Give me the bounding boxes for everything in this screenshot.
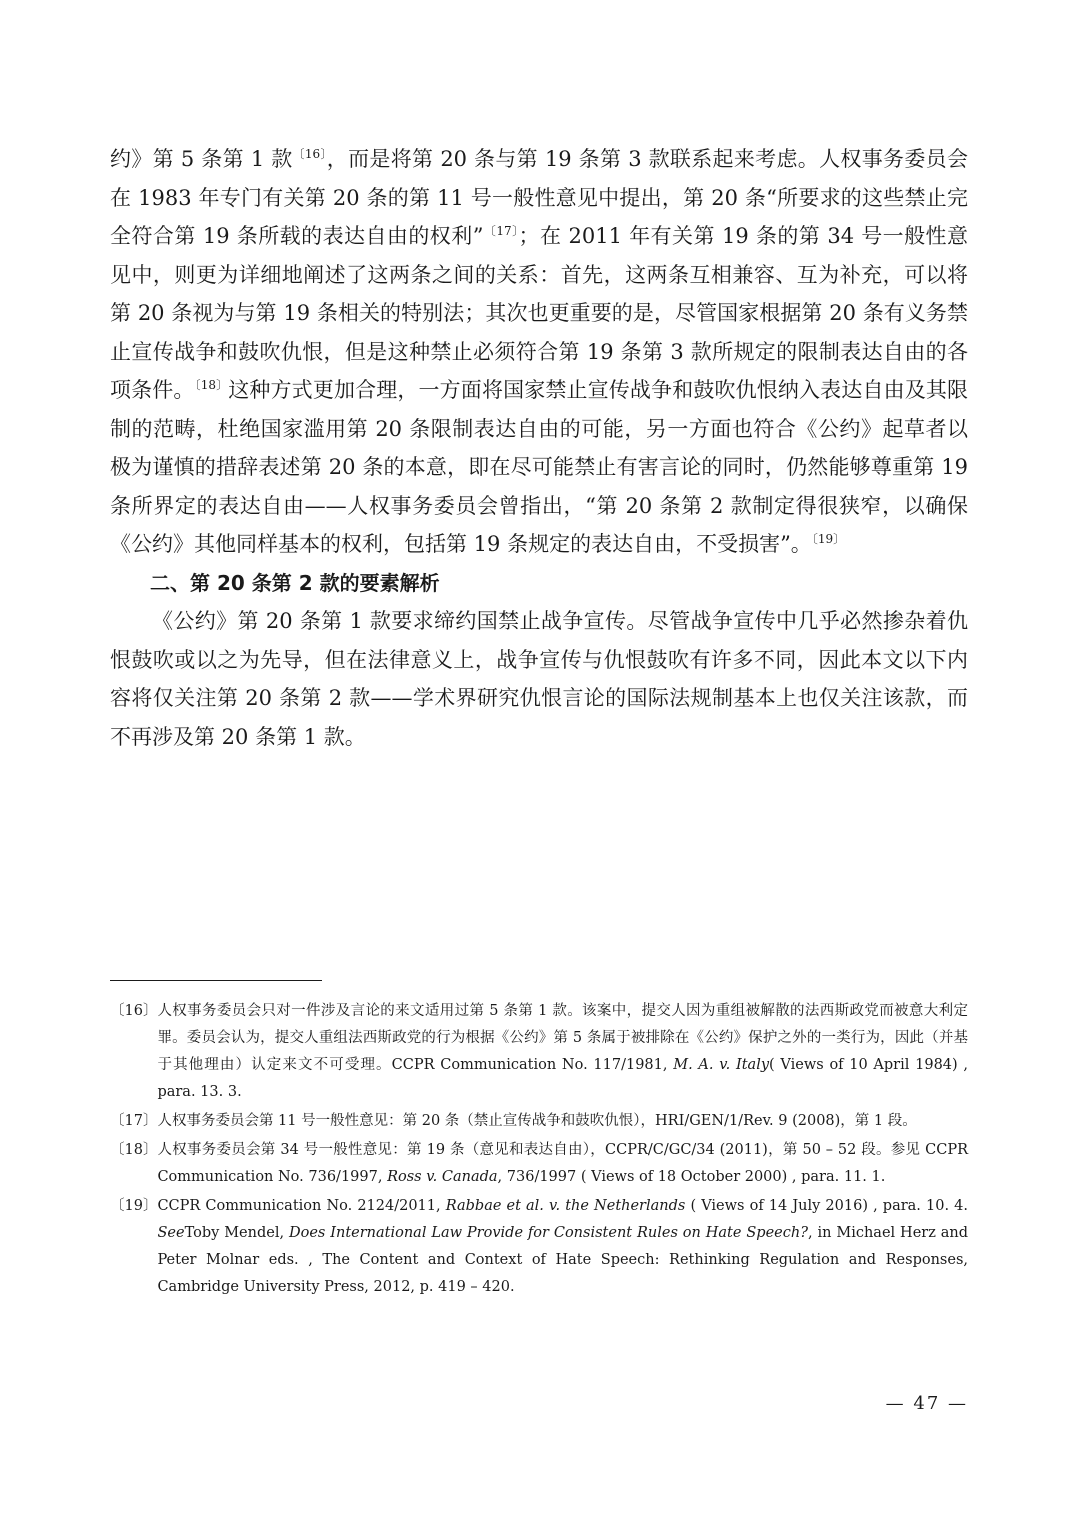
footnote-number: 〔18〕 [110, 1142, 158, 1158]
footnote-item [110, 1193, 968, 1301]
footnote-ref: 〔18〕 [194, 378, 229, 392]
footnote-item [110, 1137, 968, 1191]
section-heading: 二、第 20 条第 2 款的要素解析 [150, 570, 440, 595]
footnote-text: 人权事务委员会第 11 号一般性意见：第 20 条（禁止宣传战争和鼓吹仇恨），HRI/GEN/1/Rev. 9 (2008)，第 1 段。 [157, 1113, 917, 1129]
footnote-text-segment: , in Michael Herz and Peter Molnar eds. , The Content and Context of Hate Speech: Rethinking Regulation and Responses, Cambridge University Press, 2012, p. 419 – 420. [157, 1225, 969, 1295]
footnote-ref: 〔19〕 [811, 532, 846, 546]
footnote-item [110, 998, 968, 1106]
article-title: Does International Law Provide for Consistent Rules on Hate Speech? [288, 1225, 808, 1241]
footnote-divider [110, 980, 322, 981]
footnote-item [110, 1108, 968, 1135]
body-text-segment: ；在 2011 年有关第 19 条的第 34 号一般性意见中，则更为详细地阐述了这两条之间的关系：首先，这两条互相兼容、互为补充，可以将第 20 条视为与第 19 条相关的特别法；其次也更重要的是，尽管国家根据第 20 条有义务禁止宣传战争和鼓吹仇恨，但是这种禁止必须符合第 19 条第 3 款所规定的限制表达自由的各项条件。 [110, 224, 969, 402]
footnote-ref: 〔16〕 [292, 147, 327, 161]
body-paragraph [110, 140, 968, 564]
body-text-segment: ，而是将第 20 条与第 19 条第 3 款联系起来考虑。人权事务委员会在 1983 年专门有关第 20 条的第 11 号一般性意见中提出，第 20 条“所要求的这些禁止完全符合第 19 条所载的表达自由的权利” [110, 147, 968, 248]
footnote-text [157, 1137, 968, 1191]
case-name: M. A. v. Italy [673, 1057, 770, 1073]
citation-signal: See [157, 1225, 185, 1241]
footnote-text [157, 998, 968, 1106]
footnote-text-segment: Toby Mendel, [184, 1225, 289, 1241]
footnote-number: 〔19〕 [110, 1198, 158, 1214]
main-text [110, 140, 968, 756]
footnotes-section [110, 998, 968, 1303]
footnote-text [157, 1193, 968, 1301]
footnote-ref: 〔17〕 [483, 224, 519, 238]
footnote-number: 〔16〕 [110, 1003, 158, 1019]
body-text-segment: 这种方式更加合理，一方面将国家禁止宣传战争和鼓吹仇恨纳入表达自由及其限制的范畴，杜绝国家滥用第 20 条限制表达自由的可能，另一方面也符合《公约》起草者以极为谨慎的措辞表述第 20 条的本意，即在尽可能禁止有害言论的同时，仍然能够尊重第 19 条所界定的表达自由——人权事务委员会曾指出，“第 20 条第 2 款制定得很狭窄，以确保《公约》其他同样基本的权利，包括第 19 条规定的表达自由，不受损害”。 [110, 378, 969, 556]
footnote-number: 〔17〕 [110, 1113, 158, 1129]
footnote-text-segment: ( Views of 14 July 2016) , para. 10. 4. [685, 1198, 968, 1214]
case-name: Ross v. Canada [387, 1169, 498, 1185]
footnote-text-segment: 人权事务委员会只对一件涉及言论的来文适用过第 5 条第 1 款。该案中，提交人因为重组被解散的法西斯政党而被意大利定罪。委员会认为，提交人重组法西斯政党的行为根据《公约》第 5 条属于被排除在《公约》保护之外的一类行为，因此（并基于其他理由）认定来文不可受理。CCPR Communication No. 117/1981, [157, 1003, 968, 1073]
page-number: — 47 — [885, 1393, 968, 1414]
footnote-text-segment: ( Views of 10 April 1984) , para. 13. 3. [157, 1057, 969, 1100]
footnote-text-segment: 人权事务委员会第 34 号一般性意见：第 19 条（意见和表达自由），CCPR/C/GC/34 (2011)，第 50 – 52 段。参见 CCPR Communication No. 736/1997, [157, 1142, 968, 1185]
footnote-text-segment: , 736/1997 ( Views of 18 October 2000) , para. 11. 1. [497, 1169, 886, 1185]
case-name: Rabbae et al. v. the Netherlands [445, 1198, 686, 1214]
footnote-text-segment: CCPR Communication No. 2124/2011, [157, 1198, 446, 1214]
body-text-segment: 约》第 5 条第 1 款 [110, 147, 293, 171]
body-paragraph: 《公约》第 20 条第 1 款要求缔约国禁止战争宣传。尽管战争宣传中几乎必然掺杂着仇恨鼓吹或以之为先导，但在法律意义上，战争宣传与仇恨鼓吹有许多不同，因此本文以下内容将仅关注第 20 条第 2 款——学术界研究仇恨言论的国际法规制基本上也仅关注该款，而不再涉及第 20 条第 1 款。 [110, 609, 968, 749]
